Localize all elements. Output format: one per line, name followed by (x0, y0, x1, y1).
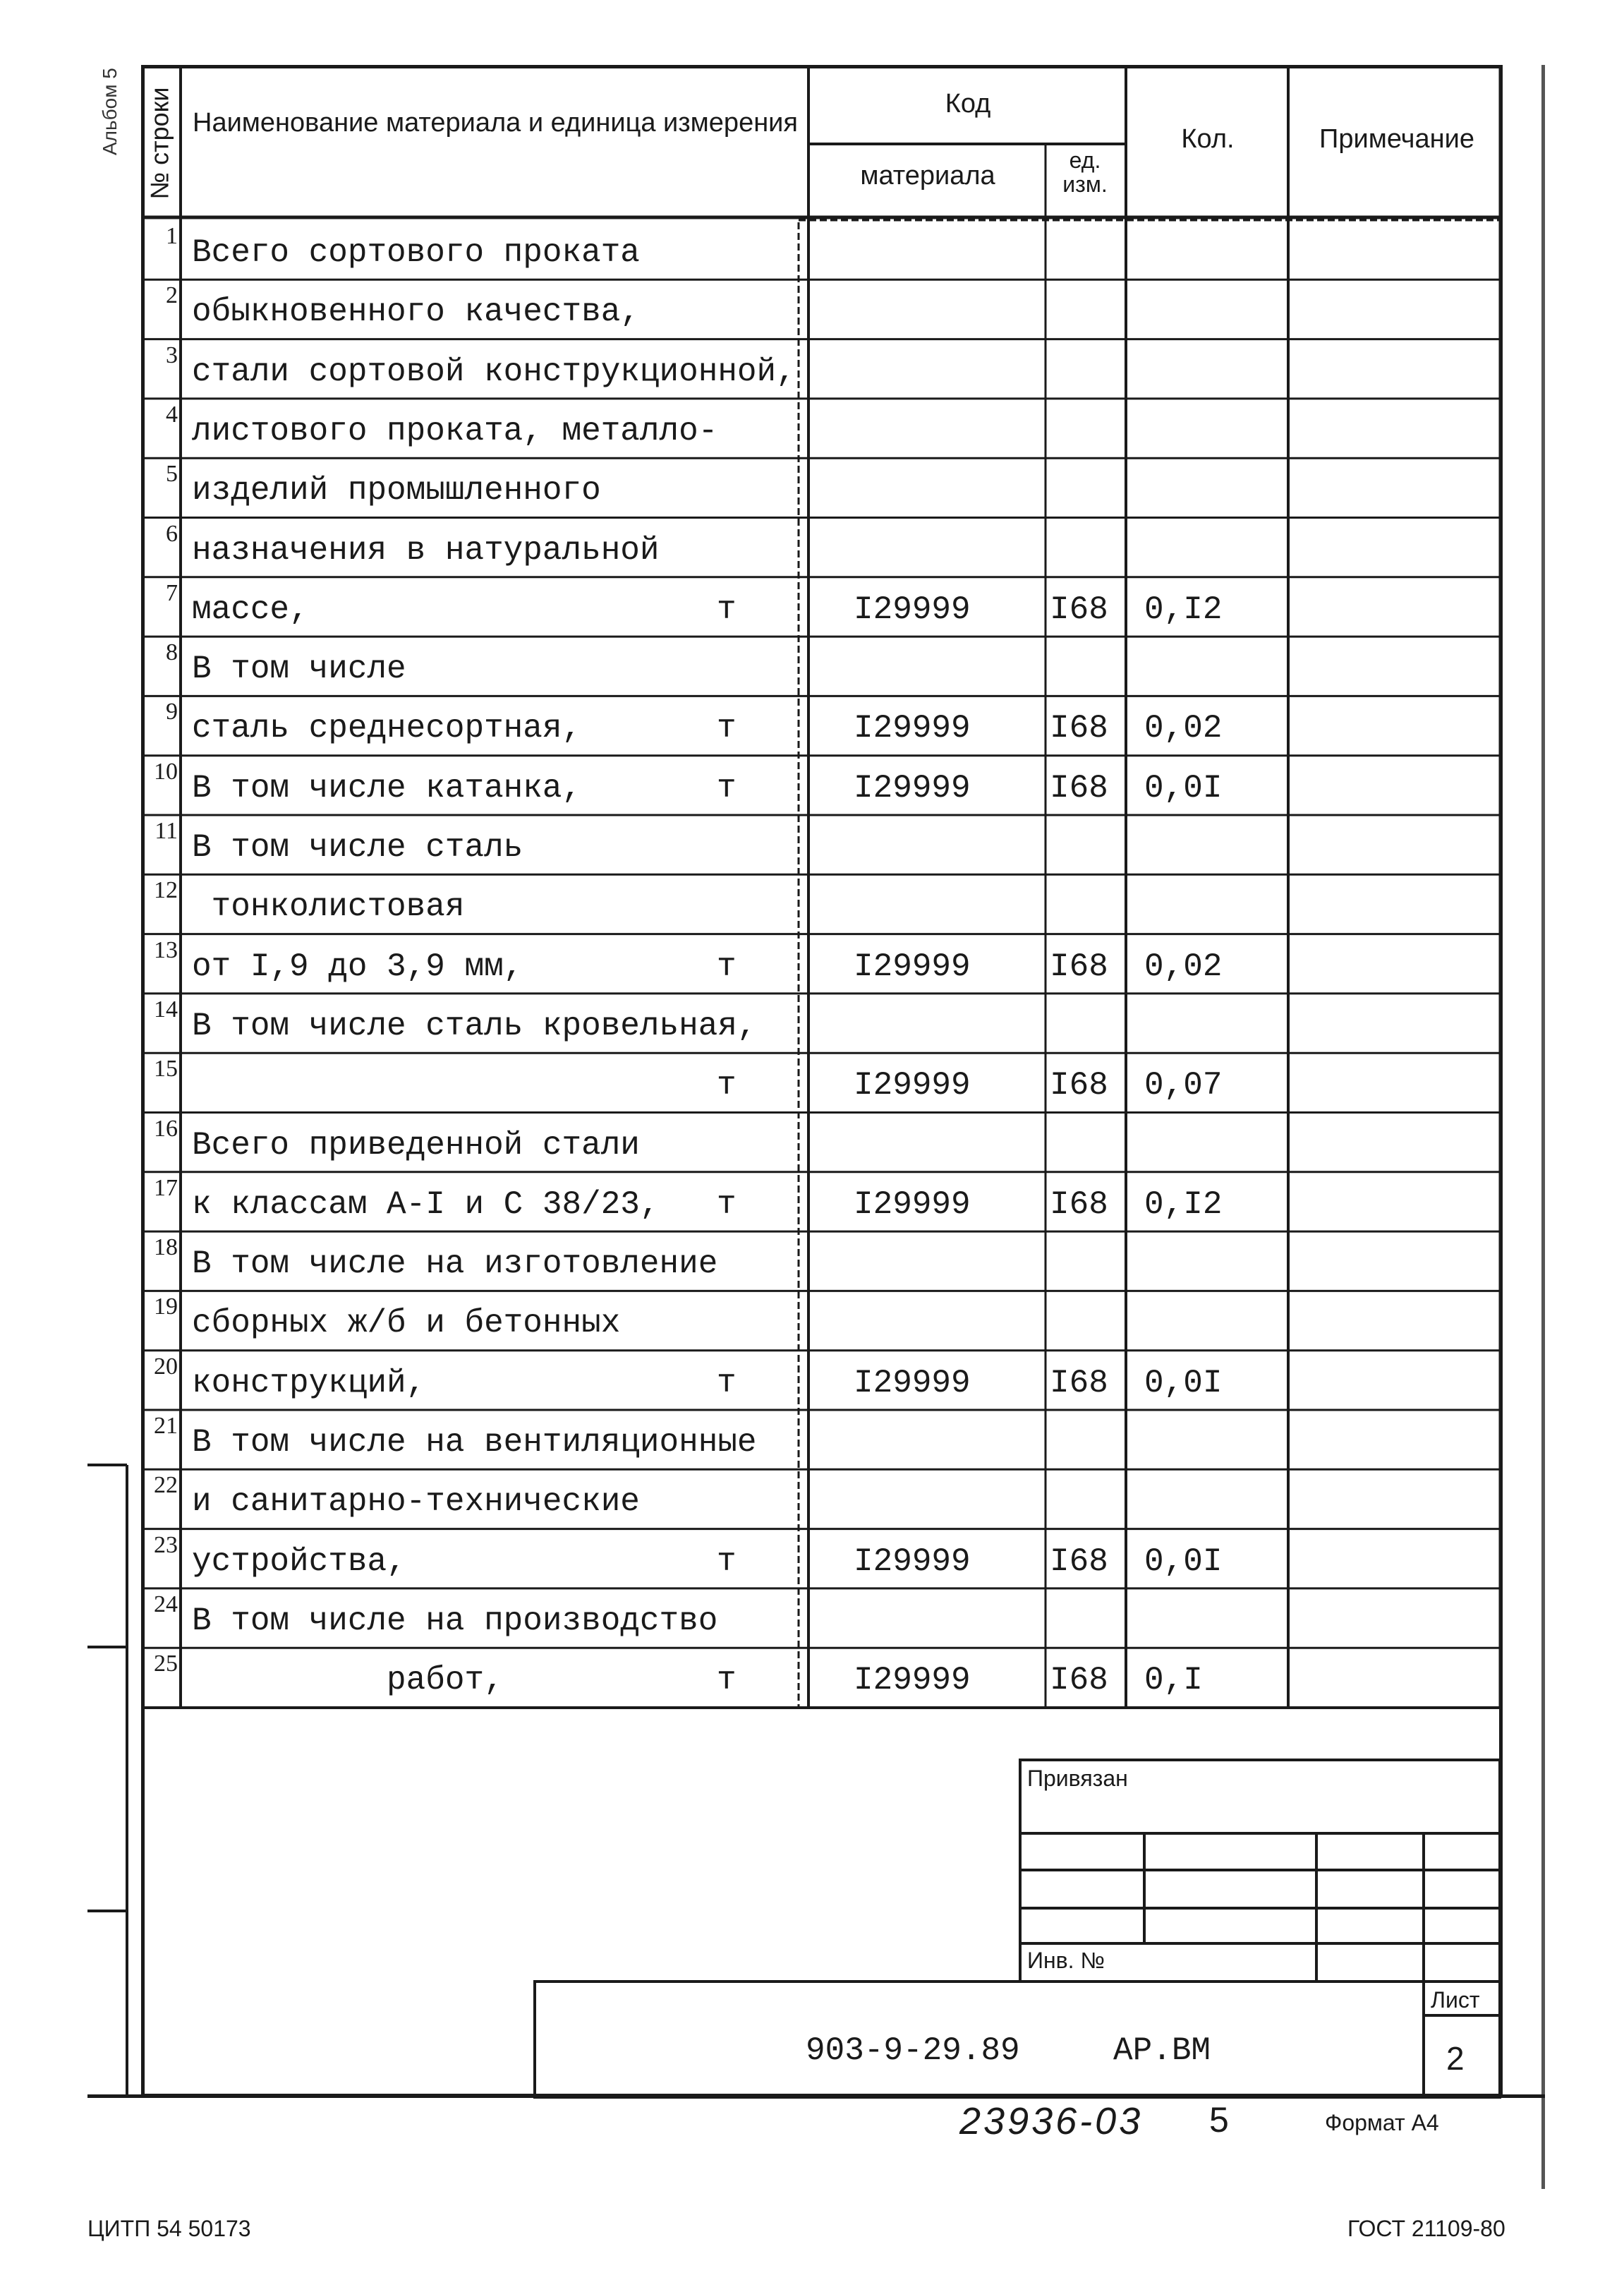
unit-symbol: т (717, 1364, 737, 1401)
unit-symbol: т (717, 710, 737, 747)
inventory-label: Инв. № (1027, 1948, 1105, 1973)
material-code: I29999 (854, 769, 971, 807)
unit-code: I68 (1050, 769, 1108, 807)
row-number: 7 (166, 579, 178, 606)
material-name: работ, (192, 1662, 504, 1699)
project-designation: 903-9-29.89 (806, 2032, 1020, 2069)
material-code: I29999 (854, 1186, 971, 1223)
row-number: 17 (154, 1174, 178, 1201)
unit-code: I68 (1050, 1067, 1108, 1104)
unit-code: I68 (1050, 1186, 1108, 1223)
header-note: Примечание (1319, 124, 1474, 154)
unit-code: I68 (1050, 1543, 1108, 1580)
material-code: I29999 (854, 1364, 971, 1401)
row-number: 25 (154, 1651, 178, 1677)
material-name: В том числе на вентиляционные (192, 1424, 757, 1461)
material-name: к классам А-I и С 38/23, (192, 1186, 660, 1223)
row-number: 14 (154, 996, 178, 1023)
material-name: массе, (192, 591, 309, 628)
row-number: 21 (154, 1413, 178, 1439)
material-name: от I,9 до 3,9 мм, (192, 948, 523, 985)
row-number: 4 (166, 401, 178, 428)
unit-code: I68 (1050, 591, 1108, 628)
sheet-number: 2 (1446, 2040, 1465, 2077)
row-number: 24 (154, 1591, 178, 1617)
material-code: I29999 (854, 1067, 971, 1104)
row-number: 13 (154, 936, 178, 963)
material-name: обыкновенного качества, (192, 294, 640, 331)
unit-code: I68 (1050, 710, 1108, 747)
material-name: сборных ж/б и бетонных (192, 1305, 621, 1342)
row-number: 10 (154, 758, 178, 785)
footer-gost: ГОСТ 21109-80 (1347, 2216, 1505, 2241)
material-name: сталь среднесортная, (192, 710, 582, 747)
material-name: и санитарно-технические (192, 1483, 640, 1521)
material-name: изделий промышленного (192, 472, 601, 509)
material-name: Всего сортового проката (192, 234, 640, 271)
unit-symbol: т (717, 1543, 737, 1580)
row-number: 11 (154, 818, 178, 844)
quantity: 0,02 (1144, 948, 1223, 985)
album-side-mark: Альбом 5 (99, 68, 121, 155)
unit-symbol: т (717, 1662, 737, 1699)
material-code: I29999 (854, 1662, 971, 1699)
unit-code: I68 (1050, 1662, 1108, 1699)
row-number: 5 (166, 461, 178, 488)
material-code: I29999 (854, 591, 971, 628)
row-number: 16 (154, 1115, 178, 1142)
unit-code: I68 (1050, 948, 1108, 985)
row-number: 20 (154, 1353, 178, 1380)
row-number: 22 (154, 1472, 178, 1499)
row-number: 15 (154, 1056, 178, 1082)
row-number: 6 (166, 520, 178, 547)
material-name: В том числе на производство (192, 1602, 718, 1639)
bound-label: Привязан (1027, 1766, 1128, 1791)
format-label: Формат А4 (1325, 2110, 1439, 2135)
header-material-code: материала (860, 161, 995, 191)
row-number: 3 (166, 342, 178, 368)
material-name: тонколистовая (192, 888, 465, 926)
header-row-number: № строки (145, 87, 174, 200)
handwritten-number: 23936-03 (959, 2100, 1144, 2142)
quantity: 0,0I (1144, 1543, 1223, 1580)
material-name: В том числе (192, 651, 406, 688)
row-number: 18 (154, 1234, 178, 1261)
quantity: 0,I (1144, 1662, 1203, 1699)
quantity: 0,0I (1144, 1364, 1223, 1401)
unit-code: I68 (1050, 1364, 1108, 1401)
row-number: 2 (166, 282, 178, 309)
document-code: АР.ВМ (1113, 2032, 1211, 2069)
material-name: В том числе сталь кровельная, (192, 1007, 757, 1044)
row-number: 8 (166, 639, 178, 666)
quantity: 0,02 (1144, 710, 1223, 747)
sheet-label: Лист (1431, 1987, 1480, 2013)
row-number: 1 (166, 223, 178, 249)
material-code: I29999 (854, 1543, 971, 1580)
material-name: конструкций, (192, 1364, 426, 1401)
row-number: 19 (154, 1293, 178, 1320)
material-name: стали сортовой конструкционной, (192, 353, 796, 390)
material-name: Всего приведенной стали (192, 1126, 640, 1164)
material-code: I29999 (854, 710, 971, 747)
material-name: листового проката, металло- (192, 412, 718, 450)
row-number: 23 (154, 1531, 178, 1558)
material-name: назначения в натуральной (192, 531, 660, 569)
handwritten-sheet: 5 (1209, 2100, 1229, 2140)
unit-symbol: т (717, 948, 737, 985)
material-code: I29999 (854, 948, 971, 985)
quantity: 0,0I (1144, 769, 1223, 807)
unit-symbol: т (717, 1067, 737, 1104)
footer-left-code: ЦИТП 54 50173 (87, 2216, 251, 2241)
quantity: 0,07 (1144, 1067, 1223, 1104)
material-name: устройства, (192, 1543, 406, 1580)
header-quantity: Кол. (1181, 124, 1235, 154)
material-name: В том числе на изготовление (192, 1245, 718, 1283)
header-unit-code: ед. изм. (1062, 147, 1108, 197)
header-code: Код (945, 89, 991, 119)
row-number: 12 (154, 877, 178, 904)
row-number: 9 (166, 699, 178, 725)
quantity: 0,I2 (1144, 1186, 1223, 1223)
material-name: В том числе сталь (192, 829, 523, 866)
quantity: 0,I2 (1144, 591, 1223, 628)
unit-symbol: т (717, 769, 737, 807)
unit-symbol: т (717, 591, 737, 628)
unit-symbol: т (717, 1186, 737, 1223)
material-name: В том числе катанка, (192, 769, 582, 807)
header-material-name: Наименование материала и единица измерения (193, 108, 798, 138)
